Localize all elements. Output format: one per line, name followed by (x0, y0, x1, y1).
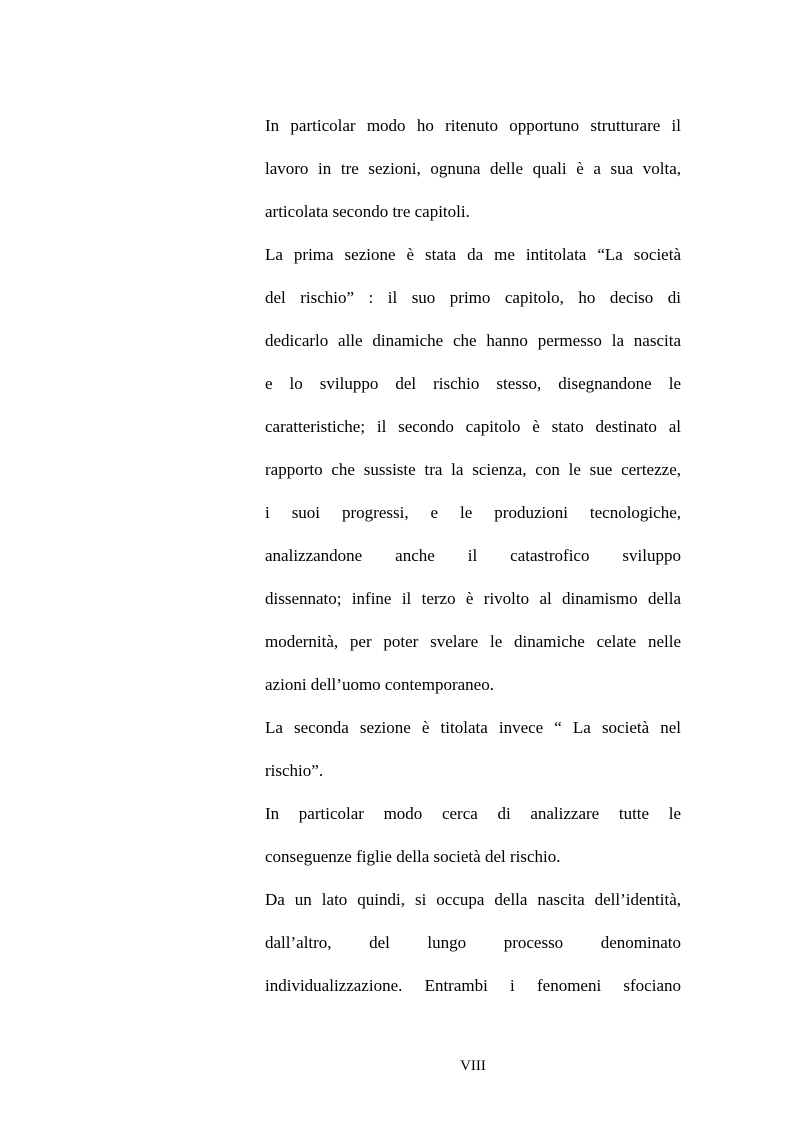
text-line: articolata secondo tre capitoli. (265, 202, 470, 221)
text-line: La prima sezione è stata da me intitolata “La società (265, 245, 681, 264)
text-line: analizzandone anche il catastrofico sviluppo (265, 546, 681, 565)
text-line: dissennato; infine il terzo è rivolto al dinamismo della (265, 589, 681, 608)
text-line: La seconda sezione è titolata invece “ La società nel (265, 718, 681, 737)
text-line: azioni dell’uomo contemporaneo. (265, 675, 494, 694)
page-number: VIII (460, 1058, 486, 1074)
text-line: e lo sviluppo del rischio stesso, disegnandone le (265, 374, 681, 393)
text-line: i suoi progressi, e le produzioni tecnologiche, (265, 503, 681, 522)
text-line: dedicarlo alle dinamiche che hanno permesso la nascita (265, 331, 681, 350)
text-line: caratteristiche; il secondo capitolo è stato destinato al (265, 417, 681, 436)
text-line: Da un lato quindi, si occupa della nascita dell’identità, (265, 890, 681, 909)
body-text (265, 109, 681, 1012)
text-line: individualizzazione. Entrambi i fenomeni sfociano (265, 976, 681, 995)
text-line: dall’altro, del lungo processo denominato (265, 933, 681, 952)
text-line: modernità, per poter svelare le dinamiche celate nelle (265, 632, 681, 651)
text-line: In particolar modo ho ritenuto opportuno strutturare il (265, 116, 681, 135)
text-line: lavoro in tre sezioni, ognuna delle quali è a sua volta, (265, 159, 681, 178)
text-line: del rischio” : il suo primo capitolo, ho deciso di (265, 288, 681, 307)
text-line: In particolar modo cerca di analizzare tutte le (265, 804, 681, 823)
text-line: rischio”. (265, 761, 324, 780)
text-line: conseguenze figlie della società del rischio. (265, 847, 561, 866)
text-line: rapporto che sussiste tra la scienza, con le sue certezze, (265, 460, 681, 479)
